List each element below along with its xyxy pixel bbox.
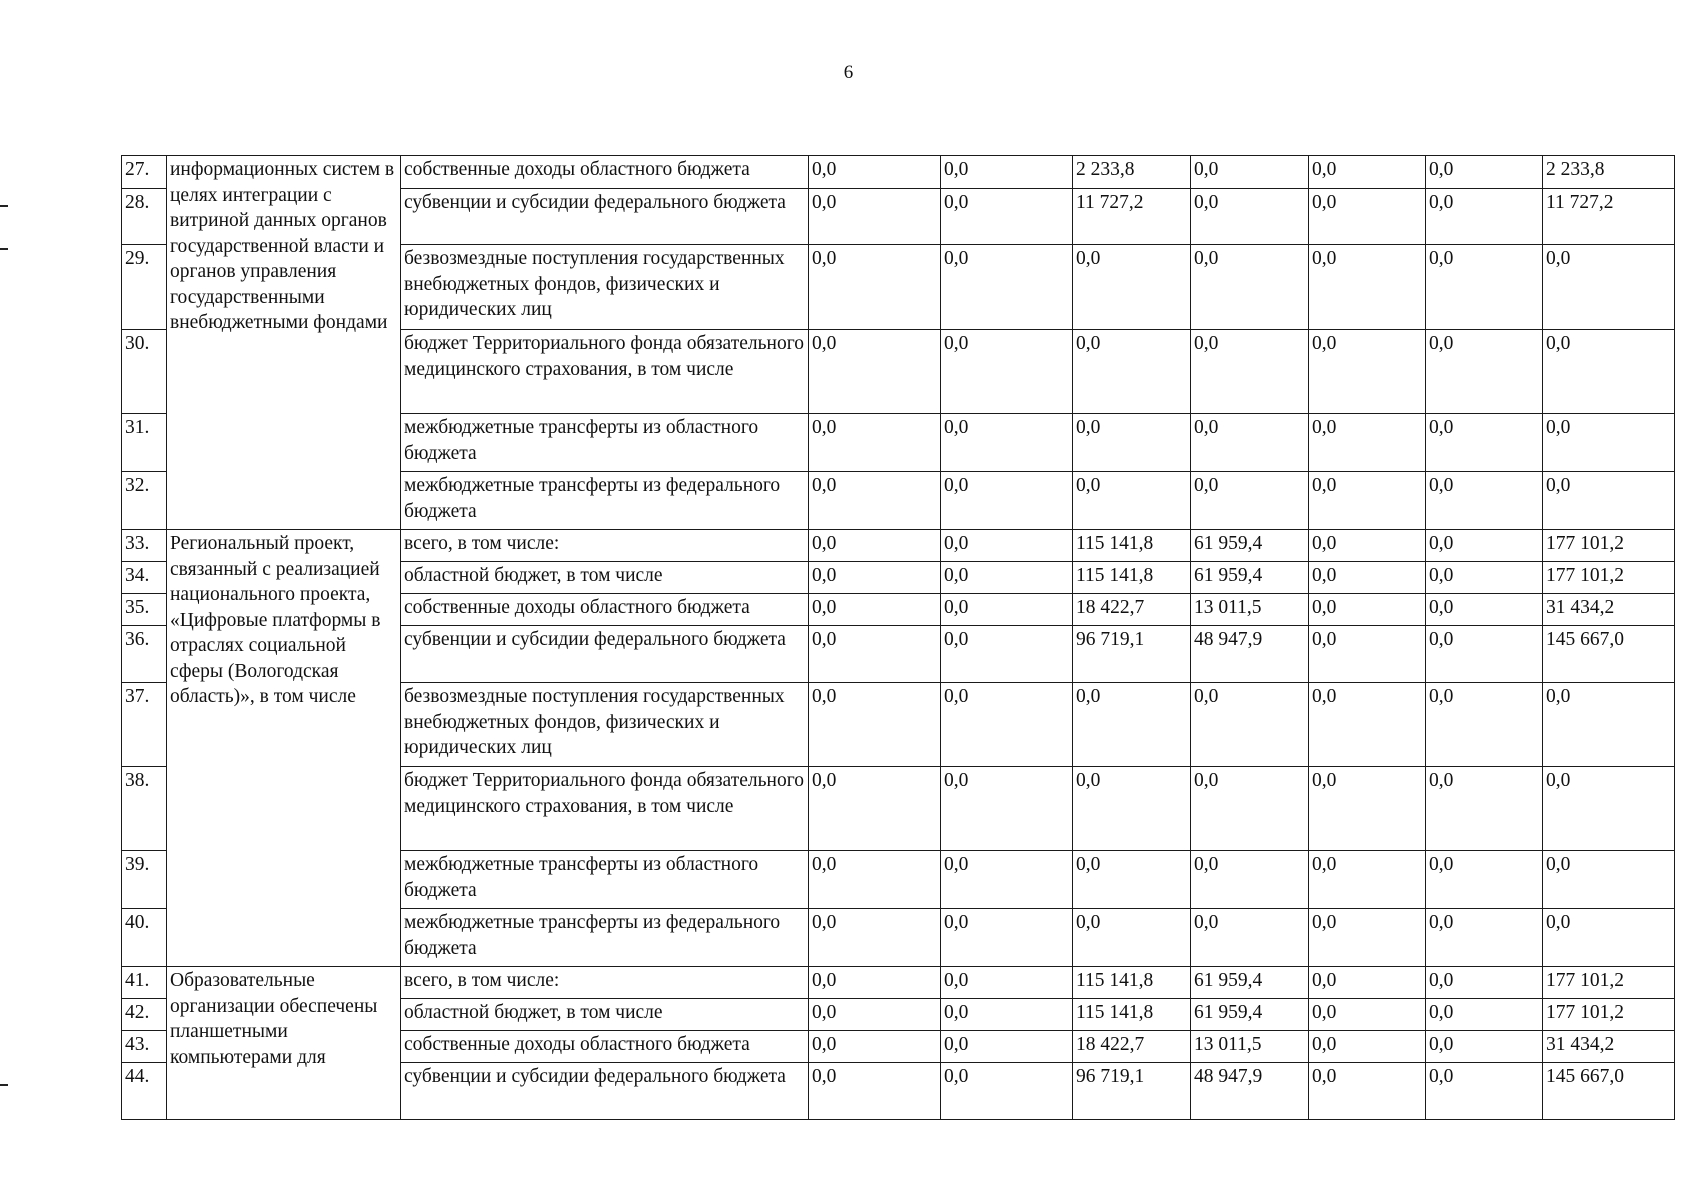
funding-source: всего, в том числе: bbox=[401, 967, 809, 999]
amount-value: 0,0 bbox=[1426, 1063, 1543, 1120]
funding-source: всего, в том числе: bbox=[401, 530, 809, 562]
total-value: 0,0 bbox=[1543, 767, 1675, 851]
amount-value: 0,0 bbox=[809, 1063, 941, 1120]
amount-value: 0,0 bbox=[1426, 156, 1543, 189]
total-value: 0,0 bbox=[1543, 909, 1675, 967]
amount-value: 0,0 bbox=[941, 414, 1073, 472]
row-number: 38. bbox=[122, 767, 167, 851]
amount-value: 0,0 bbox=[1426, 967, 1543, 999]
amount-value: 0,0 bbox=[941, 1063, 1073, 1120]
amount-value: 0,0 bbox=[941, 156, 1073, 189]
amount-value: 13 011,5 bbox=[1191, 594, 1309, 626]
row-number: 37. bbox=[122, 683, 167, 767]
amount-value: 0,0 bbox=[941, 189, 1073, 245]
total-value: 177 101,2 bbox=[1543, 999, 1675, 1031]
amount-value: 0,0 bbox=[809, 189, 941, 245]
amount-value: 0,0 bbox=[941, 562, 1073, 594]
amount-value: 0,0 bbox=[1426, 414, 1543, 472]
amount-value: 18 422,7 bbox=[1073, 1031, 1191, 1063]
amount-value: 0,0 bbox=[1309, 472, 1426, 530]
amount-value: 0,0 bbox=[1191, 472, 1309, 530]
amount-value: 0,0 bbox=[1191, 767, 1309, 851]
total-value: 177 101,2 bbox=[1543, 967, 1675, 999]
scan-margin-mark bbox=[0, 205, 8, 207]
amount-value: 0,0 bbox=[1426, 683, 1543, 767]
group-label: Региональный проект, связанный с реализацией национального проекта, «Цифровые платформы в отраслях социальной сферы (Вологодская область)», в том числе bbox=[167, 530, 401, 967]
total-value: 177 101,2 bbox=[1543, 562, 1675, 594]
funding-source: субвенции и субсидии федерального бюджета bbox=[401, 1063, 809, 1120]
total-value: 0,0 bbox=[1543, 851, 1675, 909]
amount-value: 0,0 bbox=[941, 767, 1073, 851]
row-number: 42. bbox=[122, 999, 167, 1031]
total-value: 31 434,2 bbox=[1543, 594, 1675, 626]
funding-source: бюджет Территориального фонда обязательного медицинского страхования, в том числе bbox=[401, 767, 809, 851]
amount-value: 0,0 bbox=[1191, 851, 1309, 909]
row-number: 40. bbox=[122, 909, 167, 967]
amount-value: 0,0 bbox=[1309, 189, 1426, 245]
page-number: 6 bbox=[843, 62, 854, 83]
amount-value: 0,0 bbox=[809, 683, 941, 767]
total-value: 31 434,2 bbox=[1543, 1031, 1675, 1063]
amount-value: 0,0 bbox=[1426, 330, 1543, 414]
amount-value: 0,0 bbox=[809, 594, 941, 626]
table-row bbox=[122, 156, 1675, 189]
amount-value: 48 947,9 bbox=[1191, 626, 1309, 683]
amount-value: 0,0 bbox=[941, 999, 1073, 1031]
amount-value: 18 422,7 bbox=[1073, 594, 1191, 626]
total-value: 177 101,2 bbox=[1543, 530, 1675, 562]
amount-value: 0,0 bbox=[1309, 999, 1426, 1031]
amount-value: 0,0 bbox=[1073, 472, 1191, 530]
amount-value: 0,0 bbox=[1309, 967, 1426, 999]
budget-table bbox=[121, 155, 1675, 1120]
amount-value: 0,0 bbox=[809, 626, 941, 683]
amount-value: 48 947,9 bbox=[1191, 1063, 1309, 1120]
amount-value: 0,0 bbox=[941, 530, 1073, 562]
amount-value: 0,0 bbox=[1426, 245, 1543, 330]
amount-value: 96 719,1 bbox=[1073, 1063, 1191, 1120]
amount-value: 0,0 bbox=[941, 245, 1073, 330]
amount-value: 61 959,4 bbox=[1191, 999, 1309, 1031]
amount-value: 96 719,1 bbox=[1073, 626, 1191, 683]
row-number: 39. bbox=[122, 851, 167, 909]
amount-value: 0,0 bbox=[1426, 909, 1543, 967]
amount-value: 0,0 bbox=[809, 472, 941, 530]
funding-source: безвозмездные поступления государственных внебюджетных фондов, физических и юридических лиц bbox=[401, 245, 809, 330]
amount-value: 0,0 bbox=[1426, 999, 1543, 1031]
amount-value: 0,0 bbox=[809, 414, 941, 472]
total-value: 0,0 bbox=[1543, 245, 1675, 330]
amount-value: 0,0 bbox=[941, 594, 1073, 626]
amount-value: 0,0 bbox=[1426, 767, 1543, 851]
funding-source: межбюджетные трансферты из областного бюджета bbox=[401, 414, 809, 472]
amount-value: 0,0 bbox=[1073, 245, 1191, 330]
amount-value: 0,0 bbox=[1309, 414, 1426, 472]
row-number: 27. bbox=[122, 156, 167, 189]
amount-value: 0,0 bbox=[809, 999, 941, 1031]
funding-source: субвенции и субсидии федерального бюджета bbox=[401, 626, 809, 683]
amount-value: 61 959,4 bbox=[1191, 967, 1309, 999]
amount-value: 0,0 bbox=[1426, 530, 1543, 562]
amount-value: 13 011,5 bbox=[1191, 1031, 1309, 1063]
amount-value: 115 141,8 bbox=[1073, 530, 1191, 562]
scan-margin-mark bbox=[0, 1084, 8, 1086]
funding-source: межбюджетные трансферты из федерального бюджета bbox=[401, 909, 809, 967]
amount-value: 0,0 bbox=[1426, 851, 1543, 909]
amount-value: 0,0 bbox=[1073, 414, 1191, 472]
amount-value: 0,0 bbox=[809, 767, 941, 851]
amount-value: 0,0 bbox=[941, 1031, 1073, 1063]
amount-value: 0,0 bbox=[1073, 683, 1191, 767]
table-row bbox=[122, 967, 1675, 999]
total-value: 2 233,8 bbox=[1543, 156, 1675, 189]
group-label: Образовательные организации обеспечены планшетными компьютерами для bbox=[167, 967, 401, 1120]
amount-value: 115 141,8 bbox=[1073, 967, 1191, 999]
amount-value: 0,0 bbox=[1309, 156, 1426, 189]
amount-value: 0,0 bbox=[941, 967, 1073, 999]
row-number: 28. bbox=[122, 189, 167, 245]
total-value: 0,0 bbox=[1543, 683, 1675, 767]
amount-value: 0,0 bbox=[1191, 909, 1309, 967]
row-number: 36. bbox=[122, 626, 167, 683]
amount-value: 0,0 bbox=[1073, 851, 1191, 909]
amount-value: 0,0 bbox=[1309, 1063, 1426, 1120]
amount-value: 61 959,4 bbox=[1191, 530, 1309, 562]
amount-value: 0,0 bbox=[1309, 562, 1426, 594]
amount-value: 0,0 bbox=[809, 909, 941, 967]
row-number: 32. bbox=[122, 472, 167, 530]
amount-value: 0,0 bbox=[941, 626, 1073, 683]
amount-value: 0,0 bbox=[1309, 594, 1426, 626]
amount-value: 0,0 bbox=[1426, 594, 1543, 626]
total-value: 11 727,2 bbox=[1543, 189, 1675, 245]
funding-source: собственные доходы областного бюджета bbox=[401, 156, 809, 189]
funding-source: областной бюджет, в том числе bbox=[401, 999, 809, 1031]
amount-value: 0,0 bbox=[1426, 189, 1543, 245]
amount-value: 0,0 bbox=[941, 472, 1073, 530]
funding-source: субвенции и субсидии федерального бюджета bbox=[401, 189, 809, 245]
amount-value: 0,0 bbox=[941, 683, 1073, 767]
funding-source: безвозмездные поступления государственных внебюджетных фондов, физических и юридических лиц bbox=[401, 683, 809, 767]
amount-value: 0,0 bbox=[1426, 562, 1543, 594]
row-number: 29. bbox=[122, 245, 167, 330]
amount-value: 0,0 bbox=[809, 1031, 941, 1063]
row-number: 44. bbox=[122, 1063, 167, 1120]
budget-table-body bbox=[122, 156, 1675, 1120]
amount-value: 0,0 bbox=[1073, 767, 1191, 851]
amount-value: 0,0 bbox=[809, 245, 941, 330]
amount-value: 0,0 bbox=[1191, 156, 1309, 189]
amount-value: 0,0 bbox=[1191, 189, 1309, 245]
amount-value: 0,0 bbox=[1191, 330, 1309, 414]
amount-value: 0,0 bbox=[1073, 909, 1191, 967]
amount-value: 0,0 bbox=[1309, 1031, 1426, 1063]
amount-value: 0,0 bbox=[941, 330, 1073, 414]
amount-value: 115 141,8 bbox=[1073, 562, 1191, 594]
row-number: 41. bbox=[122, 967, 167, 999]
scan-margin-mark bbox=[0, 248, 8, 250]
amount-value: 61 959,4 bbox=[1191, 562, 1309, 594]
amount-value: 2 233,8 bbox=[1073, 156, 1191, 189]
funding-source: областной бюджет, в том числе bbox=[401, 562, 809, 594]
amount-value: 0,0 bbox=[1191, 414, 1309, 472]
row-number: 43. bbox=[122, 1031, 167, 1063]
row-number: 30. bbox=[122, 330, 167, 414]
amount-value: 0,0 bbox=[1309, 245, 1426, 330]
amount-value: 0,0 bbox=[1426, 1031, 1543, 1063]
amount-value: 0,0 bbox=[809, 967, 941, 999]
amount-value: 0,0 bbox=[1309, 530, 1426, 562]
funding-source: собственные доходы областного бюджета bbox=[401, 1031, 809, 1063]
amount-value: 0,0 bbox=[809, 530, 941, 562]
amount-value: 0,0 bbox=[1309, 851, 1426, 909]
amount-value: 0,0 bbox=[1309, 626, 1426, 683]
amount-value: 11 727,2 bbox=[1073, 189, 1191, 245]
amount-value: 0,0 bbox=[941, 851, 1073, 909]
amount-value: 0,0 bbox=[1309, 330, 1426, 414]
total-value: 0,0 bbox=[1543, 472, 1675, 530]
amount-value: 0,0 bbox=[809, 562, 941, 594]
amount-value: 0,0 bbox=[1191, 683, 1309, 767]
row-number: 34. bbox=[122, 562, 167, 594]
amount-value: 0,0 bbox=[1191, 245, 1309, 330]
funding-source: бюджет Территориального фонда обязательного медицинского страхования, в том числе bbox=[401, 330, 809, 414]
total-value: 145 667,0 bbox=[1543, 626, 1675, 683]
amount-value: 0,0 bbox=[1073, 330, 1191, 414]
amount-value: 0,0 bbox=[1426, 626, 1543, 683]
funding-source: межбюджетные трансферты из федерального бюджета bbox=[401, 472, 809, 530]
row-number: 31. bbox=[122, 414, 167, 472]
amount-value: 0,0 bbox=[1309, 767, 1426, 851]
total-value: 0,0 bbox=[1543, 330, 1675, 414]
amount-value: 0,0 bbox=[1309, 683, 1426, 767]
amount-value: 0,0 bbox=[941, 909, 1073, 967]
amount-value: 0,0 bbox=[1309, 909, 1426, 967]
amount-value: 0,0 bbox=[809, 330, 941, 414]
amount-value: 0,0 bbox=[1426, 472, 1543, 530]
funding-source: собственные доходы областного бюджета bbox=[401, 594, 809, 626]
row-number: 33. bbox=[122, 530, 167, 562]
amount-value: 0,0 bbox=[809, 156, 941, 189]
group-label: информационных систем в целях интеграции с витриной данных органов государственной власти и органов управления государственными внебюджетными фондами bbox=[167, 156, 401, 530]
funding-source: межбюджетные трансферты из областного бюджета bbox=[401, 851, 809, 909]
table-row bbox=[122, 530, 1675, 562]
total-value: 145 667,0 bbox=[1543, 1063, 1675, 1120]
amount-value: 115 141,8 bbox=[1073, 999, 1191, 1031]
row-number: 35. bbox=[122, 594, 167, 626]
amount-value: 0,0 bbox=[809, 851, 941, 909]
total-value: 0,0 bbox=[1543, 414, 1675, 472]
